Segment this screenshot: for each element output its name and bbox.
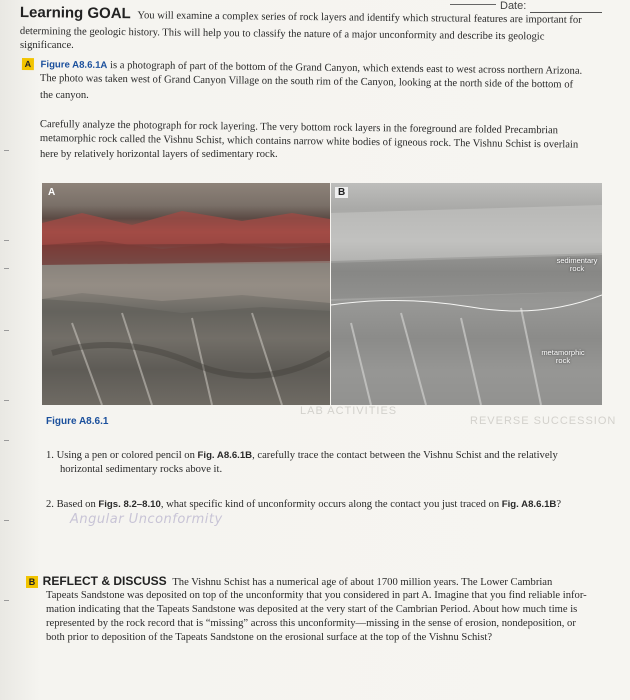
reflect-discuss-title: REFLECT & DISCUSS	[42, 574, 167, 588]
annotation-metamorphic-rock: metamorphic rock	[541, 348, 585, 365]
section-a-badge: A	[22, 58, 34, 70]
section-a-para2-line-1: Carefully analyze the photograph for rock layering. The very bottom rock layers in the foreground are folded Precambrian	[39, 118, 559, 137]
question-1-text: , carefully trace the contact between the Vishnu Schist and the relatively	[252, 450, 558, 461]
margin-tick	[4, 440, 9, 441]
section-a-para2-line-3: here by relatively horizontal layers of sedimentary rock.	[40, 149, 278, 160]
handwritten-answer-2[interactable]: Angular Unconformity	[70, 512, 223, 527]
figure-caption: Figure A8.6.1	[46, 416, 109, 427]
question-2-suffix: ?	[556, 499, 562, 510]
figure-ref-a: Figure A8.6.1A	[40, 59, 108, 72]
annotation-sedimentary-rock: sedimentary rock	[556, 256, 598, 273]
photo-a-color	[42, 183, 330, 405]
learning-goal-title: Learning GOAL	[19, 4, 131, 23]
section-a-text-1: is a photograph of part of the bottom of the Grand Canyon, which extends east to west across northern Arizona.	[109, 60, 583, 77]
question-2	[46, 498, 616, 511]
section-b-line-3: mation indicating that the Tapeats Sandstone was deposited at the very start of the Cambrian Period. About how much time is	[46, 604, 578, 615]
question-2-figure-ref: Figs. 8.2–8.10	[98, 499, 161, 510]
section-b-badge: B	[26, 576, 38, 588]
section-a-para2-line-2: metamorphic rock called the Vishnu Schist, which contains narrow white bodies of igneous rock. The Vishnu Schist is overlain	[39, 132, 579, 151]
learning-goal-line-3: significance.	[20, 40, 74, 51]
margin-tick	[4, 240, 9, 241]
question-1	[46, 449, 606, 462]
question-2-text: , what specific kind of unconformity occurs along the contact you just traced on	[160, 499, 500, 510]
grand-canyon-figure	[42, 183, 602, 405]
question-1-number: 1.	[46, 450, 54, 461]
margin-tick	[4, 330, 9, 331]
header-rule	[450, 4, 496, 5]
bleed-through-text: LAB ACTIVITIES	[300, 405, 398, 417]
learning-goal-line-2: determining the geologic history. This will help you to classify the nature of a major unconformity and describe its geologic	[19, 25, 545, 43]
learning-goal	[20, 6, 620, 27]
learning-goal-line-1: You will examine a complex series of rock layers and identify which structural features are important for	[137, 10, 582, 26]
margin-tick	[4, 520, 9, 521]
question-2-number: 2.	[46, 499, 54, 510]
bleed-through-text-2: REVERSE SUCCESSION	[470, 415, 617, 427]
question-1-line-2: horizontal sedimentary rocks above it.	[60, 464, 223, 475]
photo-b-grayscale	[331, 183, 602, 405]
figure-label-b: B	[335, 187, 348, 198]
section-a-line-2: The photo was taken west of Grand Canyon Village on the south rim of the Canyon, looking at the north side of the bottom of	[39, 72, 574, 91]
photo-a-texture	[42, 183, 330, 405]
figure-label-a: A	[48, 187, 56, 198]
section-b-line-4: represented by the rock record that is “missing” across this unconformity—missing in the sense of erosion, nondeposition, or	[46, 618, 576, 629]
question-1-figure-ref: Fig. A8.6.1B	[197, 450, 253, 461]
section-a-line-3: the canyon.	[40, 90, 89, 101]
date-label: Date:	[500, 0, 527, 12]
margin-tick	[4, 150, 9, 151]
photo-b-texture	[331, 183, 602, 405]
margin-tick	[4, 400, 9, 401]
section-b-line-1	[26, 575, 616, 589]
section-b-text-1: The Vishnu Schist has a numerical age of about 1700 million years. The Lower Cambrian	[172, 577, 553, 588]
question-2-prefix: Based on	[56, 499, 96, 510]
question-2-figure-ref-2: Fig. A8.6.1B	[501, 499, 557, 510]
margin-tick	[4, 600, 9, 601]
section-b-line-5: both prior to deposition of the Tapeats Sandstone on the erosional surface at the top of the Vishnu Schist?	[46, 632, 493, 643]
section-b-line-2: Tapeats Sandstone was deposited on top of the unconformity that you considered in part A. Imagine that you find reliable infor-	[46, 590, 587, 601]
question-1-prefix: Using a pen or colored pencil on	[56, 450, 195, 461]
margin-tick	[4, 268, 9, 269]
